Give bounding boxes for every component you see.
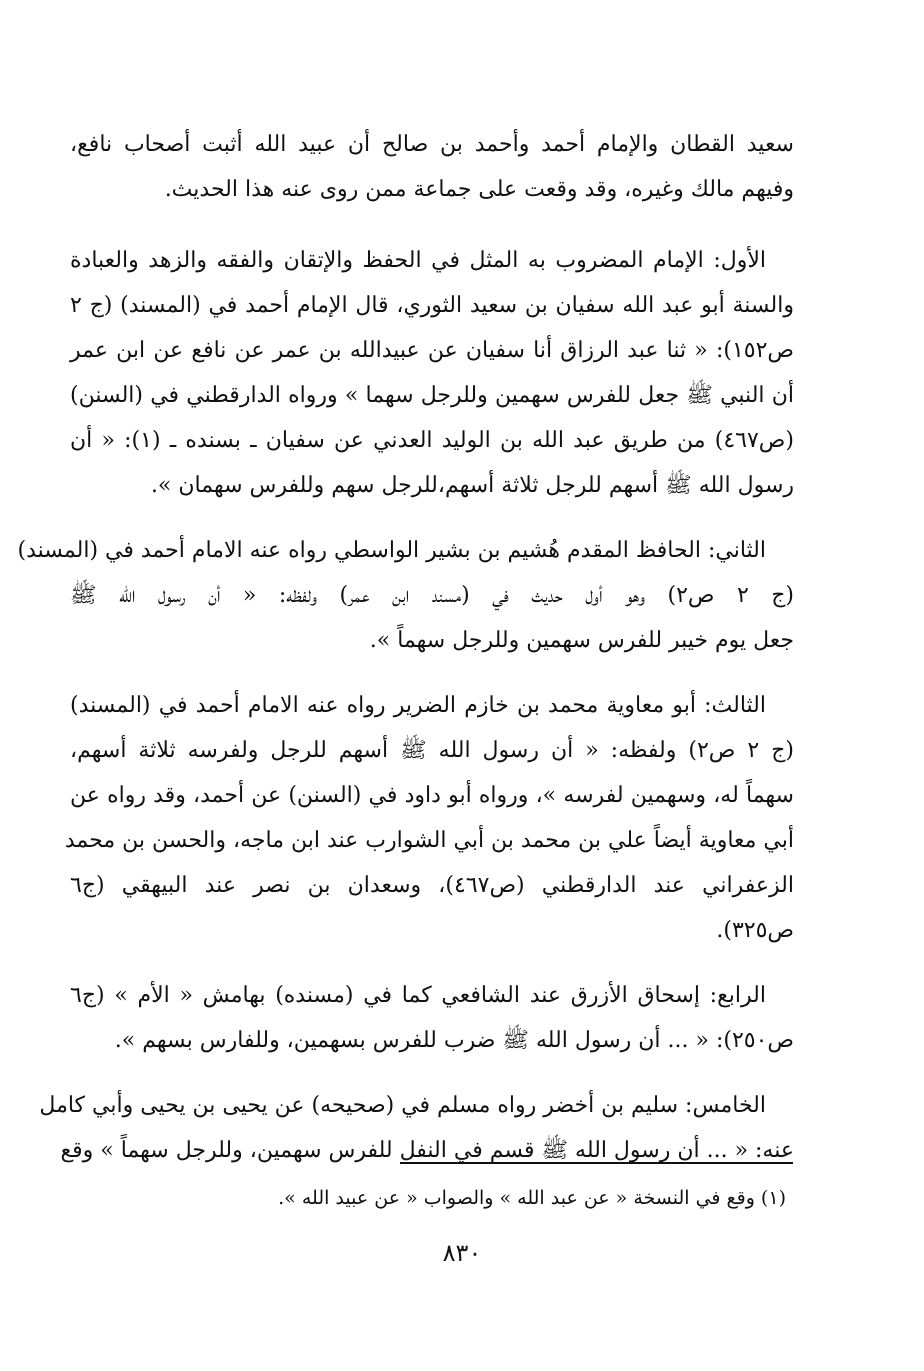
paragraph-first-narrator (70, 238, 794, 508)
text-line: الرابع: إسحاق الأزرق عند الشافعي كما في (مسنده) بهامش « الأم » (ج٦ (70, 983, 766, 1008)
paragraph-second-narrator (17, 528, 795, 663)
text-line: رسول الله ﷺ أسهم للرجل ثلاثة أسهم،للرجل سهم وللفرس سهمان ». (150, 473, 794, 498)
text-line: ص١٥٢): « ثنا عبد الرزاق أنا سفيان عن عبيدالله بن عمر عن نافع عن ابن عمر (70, 338, 794, 363)
text-line: (ص٤٦٧) من طريق عبد الله بن الوليد العدني عن سفيان ـ بسنده ـ (١): « أن (70, 428, 794, 453)
page-number: ٨٣٠ (442, 1239, 482, 1267)
text-line: سهماً له، وسهمين لفرسه »، ورواه أبو داود في (السنن) عن أحمد، وقد رواه عن (70, 783, 794, 808)
text-line: وفيهم مالك وغيره، وقد وقعت على جماعة ممن روى عنه هذا الحديث. (164, 177, 794, 202)
text-line: (ج ٢ ص٢) وهو أول حديث في (مسند ابن عمر) ولفظه: « أن رسول الله ﷺ (70, 583, 795, 608)
text-line: ص٢٥٠): « ... أن رسول الله ﷺ ضرب للفرس بسهمين، وللفارس بسهم ». (114, 1028, 794, 1053)
text-line: والسنة أبو عبد الله سفيان بن سعيد الثوري، قال الإمام أحمد في (المسند) (ج ٢ (70, 293, 794, 318)
footnote: (١) وقع في النسخة « عن عبد الله » والصواب « عن عبيد الله ». (278, 1187, 786, 1209)
text-line: الثالث: أبو معاوية محمد بن خازم الضرير رواه عنه الامام أحمد في (المسند) (70, 693, 766, 718)
text-line: (ج ٢ ص٢) ولفظه: « أن رسول الله ﷺ أسهم للرجل ولفرسه ثلاثة أسهم، (70, 738, 794, 763)
text-line: الزعفراني عند الدارقطني (ص٤٦٧)، وسعدان بن نصر عند البيهقي (ج٦ (70, 873, 794, 898)
text-line: أن النبي ﷺ جعل للفرس سهمين وللرجل سهما » ورواه الدارقطني في (السنن) (70, 383, 794, 408)
text-line: عنه: « ... أن رسول الله ﷺ قسم في النفل للفرس سهمين، وللرجل سهماً » وقع (60, 1138, 794, 1163)
text-line: أبي معاوية أيضاً علي بن محمد بن أبي الشوارب عند ابن ماجه، والحسن بن محمد (64, 828, 794, 853)
main-text (17, 122, 795, 1193)
text-line: جعل يوم خيبر للفرس سهمين وللرجل سهماً ». (369, 628, 794, 653)
text-line: الثاني: الحافظ المقدم هُشيم بن بشير الواسطي رواه عنه الامام أحمد في (المسند) (17, 538, 766, 563)
text-line: الأول: الإمام المضروب به المثل في الحفظ والإتقان والفقه والزهد والعبادة (70, 248, 766, 273)
footnote-divider (400, 1162, 793, 1164)
paragraph-fourth-narrator (70, 973, 794, 1063)
paragraph-fifth-narrator (39, 1083, 794, 1173)
paragraph-intro (70, 122, 794, 212)
text-line: ص٣٢٥). (716, 918, 794, 943)
text-line: سعيد القطان والإمام أحمد وأحمد بن صالح أن عبيد الله أثبت أصحاب نافع، (70, 132, 794, 157)
paragraph-third-narrator (64, 683, 794, 953)
text-line: الخامس: سليم بن أخضر رواه مسلم في (صحيحه) عن يحيى بن يحيى وأبي كامل (39, 1093, 766, 1118)
